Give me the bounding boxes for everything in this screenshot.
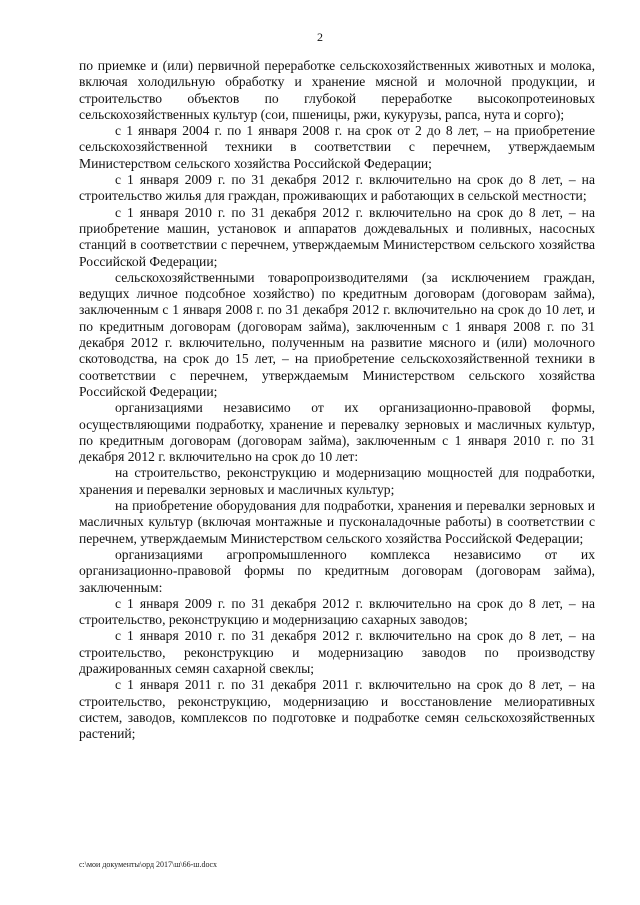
- footer-file-path: c:\мои документы\орд 2017\ш\66-ш.docx: [79, 860, 218, 869]
- paragraph: на приобретение оборудования для подработки, хранения и перевалки зерновых и масличных культур (включая монтажные и пусконаладочные работы) в соответствии с перечнем, утверждаемым Министерством сельского хозяйства Российской Федерации;: [79, 498, 595, 546]
- paragraph: на строительство, реконструкцию и модернизацию мощностей для подработки, хранения и перевалки зерновых и масличных культур;: [79, 465, 595, 497]
- document-body: [79, 58, 595, 742]
- paragraph: с 1 января 2009 г. по 31 декабря 2012 г. включительно на срок до 8 лет, – на строительство жилья для граждан, проживающих и работающих в сельской местности;: [79, 172, 595, 204]
- paragraph: сельскохозяйственными товаропроизводителями (за исключением граждан, ведущих личное подсобное хозяйство) по кредитным договорам (договорам займа), заключенным с 1 января 2008 г. по 31 декабря 2012 г. включительно на срок до 10 лет, и по кредитным договорам (договорам займа), заключенным с 1 января 2008 г. по 31 декабря 2012 г. включительно, полученным на развитие мясного и (или) молочного скотоводства, на срок до 15 лет, – на приобретение сельскохозяйственной техники в соответствии с перечнем, утверждаемым Министерством сельского хозяйства Российской Федерации;: [79, 269, 595, 399]
- paragraph: с 1 января 2010 г. по 31 декабря 2012 г. включительно на срок до 8 лет, – на приобретение машин, установок и аппаратов дождевальных и поливных, насосных станций в соответствии с перечнем, утверждаемым Министерством сельского хозяйства Российской Федерации;: [79, 204, 595, 269]
- paragraph: с 1 января 2011 г. по 31 декабря 2011 г. включительно на срок до 8 лет, – на строительство, реконструкцию, модернизацию и восстановление мелиоративных систем, заводов, комплексов по подготовке и подработке семян сельскохозяйственных растений;: [79, 677, 595, 742]
- paragraph: по приемке и (или) первичной переработке сельскохозяйственных животных и молока, включая холодильную обработку и хранение мясной и молочной продукции, и строительство объектов по глубокой переработке высокопротеиновых сельскохозяйственных культур (сои, пшеницы, ржи, кукурузы, рапса, нута и сорго);: [79, 58, 595, 122]
- paragraph: с 1 января 2010 г. по 31 декабря 2012 г. включительно на срок до 8 лет, – на строительство, реконструкцию и модернизацию заводов по производству дражированных семян сахарной свеклы;: [79, 628, 595, 676]
- page-number: 2: [317, 30, 323, 44]
- paragraph: организациями агропромышленного комплекса независимо от их организационно-правовой формы по кредитным договорам (договорам займа), заключенным:: [79, 546, 595, 595]
- paragraph: организациями независимо от их организационно-правовой формы, осуществляющими подработку, хранение и перевалку зерновых и масличных культур, по кредитным договорам (договорам займа), заключенным с 1 января 2010 г. по 31 декабря 2012 г. включительно на срок до 10 лет:: [79, 400, 595, 465]
- paragraph: с 1 января 2004 г. по 1 января 2008 г. на срок от 2 до 8 лет, – на приобретение сельскохозяйственной техники в соответствии с перечнем, утверждаемым Министерством сельского хозяйства Российской Федерации;: [79, 123, 595, 171]
- paragraph: с 1 января 2009 г. по 31 декабря 2012 г. включительно на срок до 8 лет, – на строительство, реконструкцию и модернизацию сахарных заводов;: [79, 595, 595, 628]
